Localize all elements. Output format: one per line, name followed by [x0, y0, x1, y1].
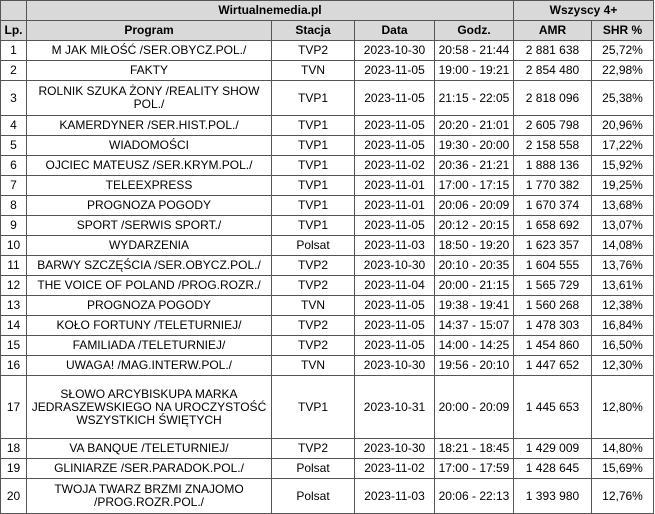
- cell-program: OJCIEC MATEUSZ /SER.KRYM.POL./: [27, 156, 272, 176]
- cell-program: PROGNOZA POGODY: [27, 296, 272, 316]
- cell-godz: 14:00 - 14:25: [435, 336, 514, 356]
- cell-stacja: Polsat: [272, 236, 355, 256]
- cell-shr: 12,80%: [592, 376, 654, 439]
- cell-stacja: TVP2: [272, 41, 355, 61]
- cell-amr: 1 604 555: [514, 256, 592, 276]
- cell-data: 2023-11-04: [355, 276, 435, 296]
- cell-godz: 18:21 - 18:45: [435, 439, 514, 459]
- cell-amr: 1 560 268: [514, 296, 592, 316]
- cell-shr: 14,08%: [592, 236, 654, 256]
- cell-godz: 20:06 - 22:13: [435, 479, 514, 514]
- cell-program: TWOJA TWARZ BRZMI ZNAJOMO /PROG.ROZR.POL./: [27, 479, 272, 514]
- cell-program: KAMERDYNER /SER.HIST.POL./: [27, 116, 272, 136]
- cell-amr: 1 447 652: [514, 356, 592, 376]
- header-blank: [1, 1, 27, 21]
- cell-lp: 4: [1, 116, 27, 136]
- cell-program: UWAGA! /MAG.INTERW.POL./: [27, 356, 272, 376]
- cell-amr: 1 670 374: [514, 196, 592, 216]
- cell-amr: 1 623 357: [514, 236, 592, 256]
- cell-godz: 20:00 - 21:15: [435, 276, 514, 296]
- cell-lp: 10: [1, 236, 27, 256]
- cell-stacja: TVP1: [272, 196, 355, 216]
- table-row: [1, 276, 654, 296]
- cell-lp: 15: [1, 336, 27, 356]
- cell-lp: 2: [1, 61, 27, 81]
- cell-godz: 17:00 - 17:15: [435, 176, 514, 196]
- cell-amr: 1 445 653: [514, 376, 592, 439]
- cell-data: 2023-11-05: [355, 336, 435, 356]
- cell-shr: 25,72%: [592, 41, 654, 61]
- cell-data: 2023-11-03: [355, 236, 435, 256]
- table-row: [1, 296, 654, 316]
- cell-godz: 20:36 - 21:21: [435, 156, 514, 176]
- col-data: Data: [355, 21, 435, 41]
- cell-stacja: TVN: [272, 296, 355, 316]
- table-row: [1, 376, 654, 439]
- cell-lp: 1: [1, 41, 27, 61]
- cell-data: 2023-11-05: [355, 296, 435, 316]
- cell-stacja: TVP2: [272, 316, 355, 336]
- cell-lp: 11: [1, 256, 27, 276]
- cell-data: 2023-11-05: [355, 316, 435, 336]
- cell-godz: 14:37 - 15:07: [435, 316, 514, 336]
- cell-godz: 20:00 - 20:09: [435, 376, 514, 439]
- cell-shr: 25,38%: [592, 81, 654, 116]
- cell-stacja: TVP2: [272, 256, 355, 276]
- cell-shr: 19,25%: [592, 176, 654, 196]
- cell-lp: 12: [1, 276, 27, 296]
- cell-amr: 1 454 860: [514, 336, 592, 356]
- col-program: Program: [27, 21, 272, 41]
- cell-amr: 1 658 692: [514, 216, 592, 236]
- cell-data: 2023-11-05: [355, 216, 435, 236]
- cell-shr: 13,07%: [592, 216, 654, 236]
- header-row-top: [1, 1, 654, 21]
- cell-amr: 2 158 558: [514, 136, 592, 156]
- cell-godz: 19:38 - 19:41: [435, 296, 514, 316]
- cell-program: FAKTY: [27, 61, 272, 81]
- cell-shr: 15,69%: [592, 459, 654, 479]
- table-row: [1, 336, 654, 356]
- table-row: [1, 41, 654, 61]
- cell-data: 2023-11-02: [355, 156, 435, 176]
- cell-lp: 7: [1, 176, 27, 196]
- cell-stacja: TVP1: [272, 81, 355, 116]
- cell-program: KOŁO FORTUNY /TELETURNIEJ/: [27, 316, 272, 336]
- table-row: [1, 116, 654, 136]
- cell-program: WIADOMOŚCI: [27, 136, 272, 156]
- cell-program: SŁOWO ARCYBISKUPA MARKA JEDRASZEWSKIEGO NA UROCZYSTOŚĆ WSZYSTKICH ŚWIĘTYCH: [27, 376, 272, 439]
- cell-amr: 2 881 638: [514, 41, 592, 61]
- cell-shr: 12,76%: [592, 479, 654, 514]
- cell-lp: 17: [1, 376, 27, 439]
- cell-data: 2023-10-30: [355, 256, 435, 276]
- cell-program: SPORT /SERWIS SPORT./: [27, 216, 272, 236]
- cell-lp: 9: [1, 216, 27, 236]
- cell-amr: 1 888 136: [514, 156, 592, 176]
- table-row: [1, 316, 654, 336]
- table-row: [1, 236, 654, 256]
- cell-lp: 14: [1, 316, 27, 336]
- cell-stacja: TVP1: [272, 376, 355, 439]
- cell-stacja: TVP2: [272, 276, 355, 296]
- cell-amr: 2 818 096: [514, 81, 592, 116]
- cell-stacja: TVP1: [272, 116, 355, 136]
- cell-lp: 20: [1, 479, 27, 514]
- cell-data: 2023-11-05: [355, 136, 435, 156]
- cell-data: 2023-11-03: [355, 479, 435, 514]
- cell-amr: 1 770 382: [514, 176, 592, 196]
- cell-lp: 6: [1, 156, 27, 176]
- cell-program: FAMILIADA /TELETURNIEJ/: [27, 336, 272, 356]
- table-row: [1, 479, 654, 514]
- table-row: [1, 356, 654, 376]
- cell-shr: 13,68%: [592, 196, 654, 216]
- cell-lp: 13: [1, 296, 27, 316]
- cell-program: ROLNIK SZUKA ŻONY /REALITY SHOW POL./: [27, 81, 272, 116]
- table-row: [1, 81, 654, 116]
- cell-stacja: TVP1: [272, 216, 355, 236]
- table-row: [1, 256, 654, 276]
- cell-data: 2023-10-31: [355, 376, 435, 439]
- cell-lp: 18: [1, 439, 27, 459]
- cell-godz: 20:20 - 21:01: [435, 116, 514, 136]
- cell-shr: 13,61%: [592, 276, 654, 296]
- col-amr: AMR: [514, 21, 592, 41]
- table-row: [1, 176, 654, 196]
- header-row-columns: [1, 21, 654, 41]
- cell-program: VA BANQUE /TELETURNIEJ/: [27, 439, 272, 459]
- cell-stacja: Polsat: [272, 479, 355, 514]
- cell-data: 2023-10-30: [355, 41, 435, 61]
- cell-amr: 2 605 798: [514, 116, 592, 136]
- group-header: Wszyscy 4+: [514, 1, 654, 21]
- cell-program: WYDARZENIA: [27, 236, 272, 256]
- cell-shr: 15,92%: [592, 156, 654, 176]
- cell-data: 2023-10-30: [355, 356, 435, 376]
- cell-program: THE VOICE OF POLAND /PROG.ROZR./: [27, 276, 272, 296]
- cell-stacja: TVP1: [272, 136, 355, 156]
- cell-amr: 2 854 480: [514, 61, 592, 81]
- cell-stacja: TVP2: [272, 336, 355, 356]
- cell-stacja: TVP1: [272, 156, 355, 176]
- cell-shr: 20,96%: [592, 116, 654, 136]
- cell-lp: 19: [1, 459, 27, 479]
- col-stacja: Stacja: [272, 21, 355, 41]
- cell-shr: 14,80%: [592, 439, 654, 459]
- cell-shr: 13,76%: [592, 256, 654, 276]
- col-shr: SHR %: [592, 21, 654, 41]
- cell-amr: 1 478 303: [514, 316, 592, 336]
- cell-stacja: TVN: [272, 356, 355, 376]
- col-lp: Lp.: [1, 21, 27, 41]
- table-row: [1, 196, 654, 216]
- cell-data: 2023-11-05: [355, 81, 435, 116]
- cell-shr: 22,98%: [592, 61, 654, 81]
- cell-lp: 3: [1, 81, 27, 116]
- cell-data: 2023-11-01: [355, 176, 435, 196]
- cell-godz: 18:50 - 19:20: [435, 236, 514, 256]
- cell-stacja: TVP2: [272, 439, 355, 459]
- ratings-body: [1, 41, 654, 514]
- table-row: [1, 439, 654, 459]
- cell-amr: 1 393 980: [514, 479, 592, 514]
- table-row: [1, 156, 654, 176]
- cell-data: 2023-11-01: [355, 196, 435, 216]
- table-row: [1, 216, 654, 236]
- cell-godz: 20:58 - 21:44: [435, 41, 514, 61]
- cell-program: TELEEXPRESS: [27, 176, 272, 196]
- cell-godz: 20:12 - 20:15: [435, 216, 514, 236]
- cell-godz: 19:56 - 20:10: [435, 356, 514, 376]
- col-godz: Godz.: [435, 21, 514, 41]
- cell-amr: 1 428 645: [514, 459, 592, 479]
- cell-godz: 17:00 - 17:59: [435, 459, 514, 479]
- cell-data: 2023-11-05: [355, 61, 435, 81]
- cell-lp: 8: [1, 196, 27, 216]
- cell-lp: 5: [1, 136, 27, 156]
- cell-stacja: TVN: [272, 61, 355, 81]
- table-row: [1, 61, 654, 81]
- cell-program: BARWY SZCZĘŚCIA /SER.OBYCZ.POL./: [27, 256, 272, 276]
- cell-shr: 16,50%: [592, 336, 654, 356]
- cell-shr: 17,22%: [592, 136, 654, 156]
- cell-amr: 1 429 009: [514, 439, 592, 459]
- cell-godz: 21:15 - 22:05: [435, 81, 514, 116]
- table-row: [1, 459, 654, 479]
- cell-godz: 19:30 - 20:00: [435, 136, 514, 156]
- cell-godz: 20:10 - 20:35: [435, 256, 514, 276]
- cell-data: 2023-10-30: [355, 439, 435, 459]
- cell-shr: 12,30%: [592, 356, 654, 376]
- cell-shr: 12,38%: [592, 296, 654, 316]
- cell-godz: 19:00 - 19:21: [435, 61, 514, 81]
- cell-amr: 1 565 729: [514, 276, 592, 296]
- cell-program: M JAK MIŁOŚĆ /SER.OBYCZ.POL./: [27, 41, 272, 61]
- cell-stacja: TVP1: [272, 176, 355, 196]
- cell-program: PROGNOZA POGODY: [27, 196, 272, 216]
- cell-stacja: Polsat: [272, 459, 355, 479]
- cell-data: 2023-11-02: [355, 459, 435, 479]
- cell-lp: 16: [1, 356, 27, 376]
- cell-program: GLINIARZE /SER.PARADOK.POL./: [27, 459, 272, 479]
- cell-shr: 16,84%: [592, 316, 654, 336]
- table-row: [1, 136, 654, 156]
- source-header: Wirtualnemedia.pl: [27, 1, 514, 21]
- cell-data: 2023-11-05: [355, 116, 435, 136]
- cell-godz: 20:06 - 20:09: [435, 196, 514, 216]
